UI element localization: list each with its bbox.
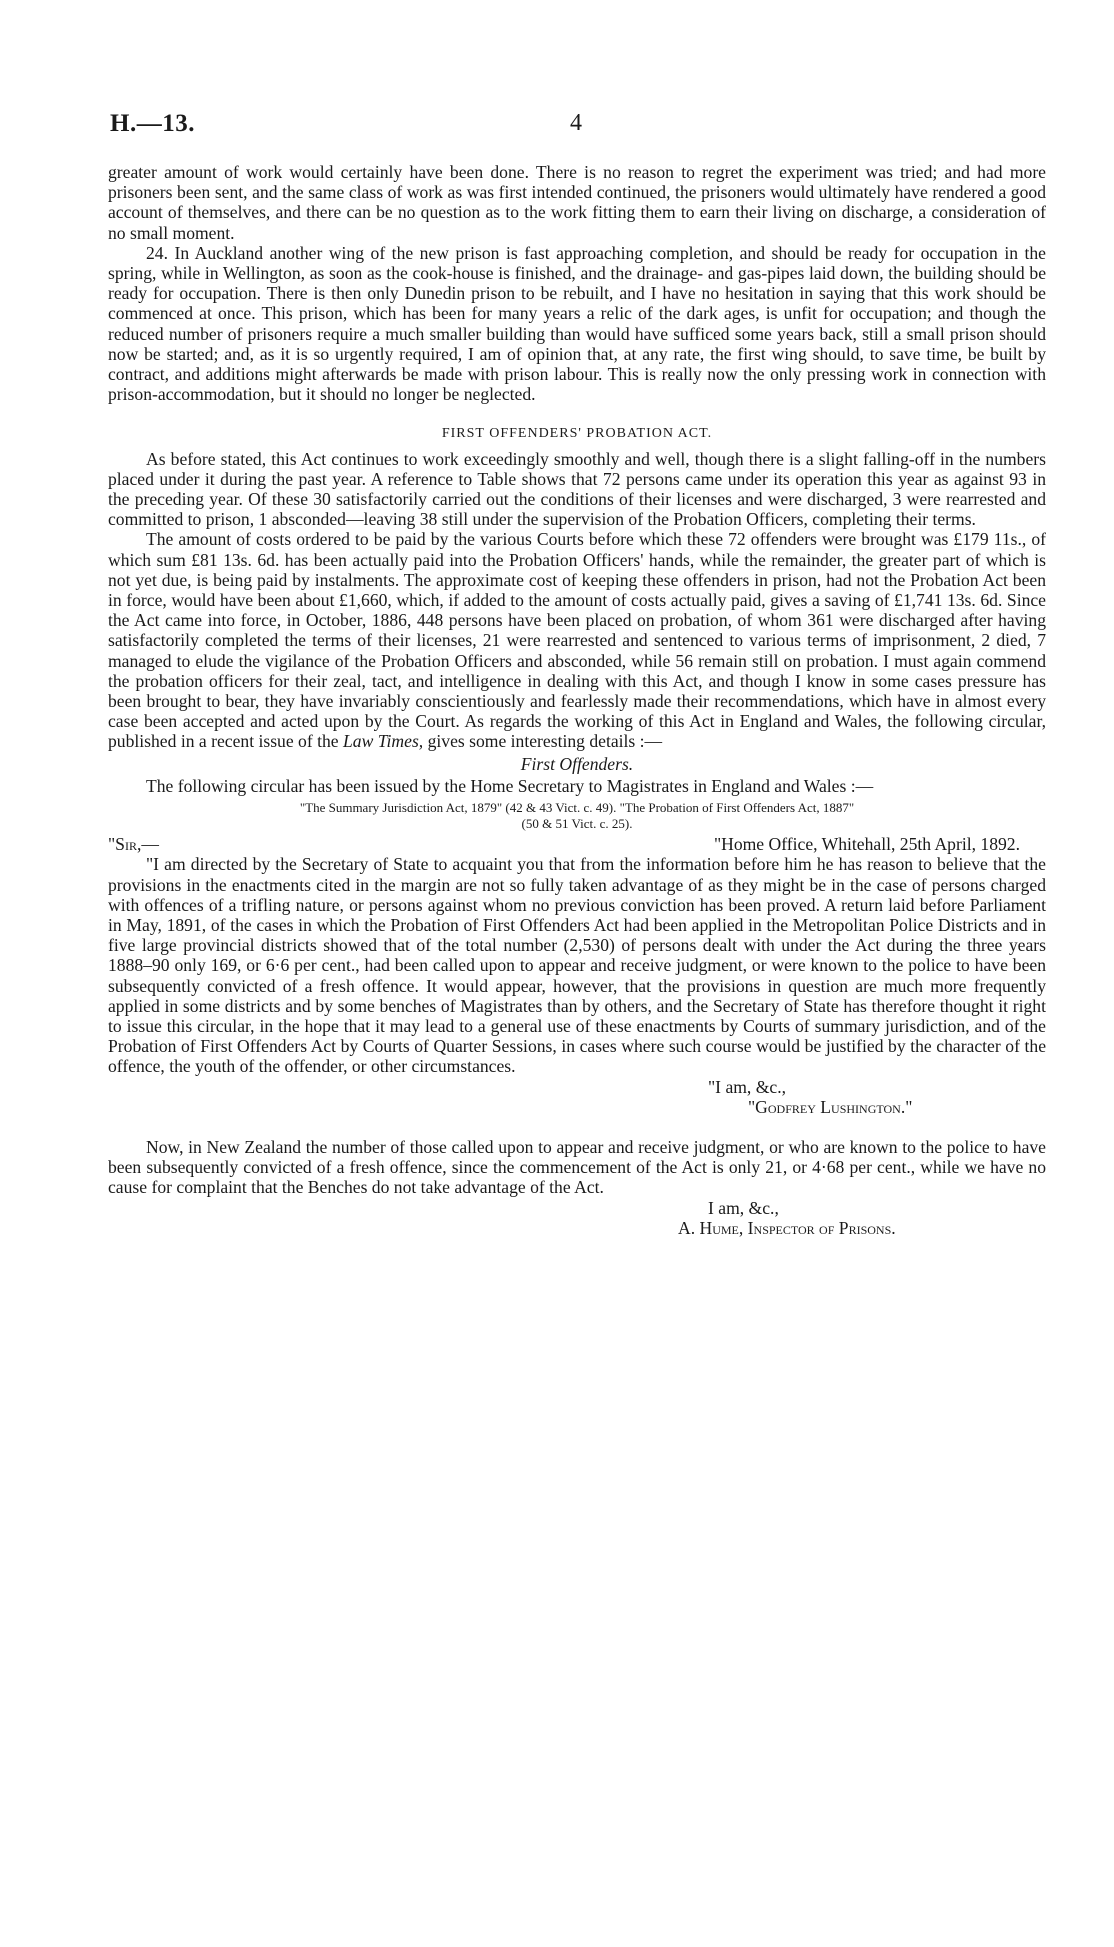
circular-signature: "Godfrey Lushington." xyxy=(748,1096,913,1117)
paragraph-prison-accommodation: 24. In Auckland another wing of the new prison is fast approaching completion, and should be ready for occupation in the spring, while in Wellington, as soon as the cook-house is finished, and the drainage- and gas-pipes laid down, the building should be ready for occupation. There is then only Dunedin prison to be rebuilt, and I have no hesitation in saying that this work should be commenced at once. This prison, which has been for many years a relic of the dark ages, is unfit for occupation; and though the reduced number of prisoners require a much smaller building than would have sufficed some years back, still a small prison should now be started; and, as it is so urgently required, I am of opinion that, at any rate, the first wing should, to save time, be built by contract, and additions might afterwards be made with prison labour. This is really now the only pressing work in connection with prison-accommodation, but it should no longer be neglected. xyxy=(108,242,1046,405)
paragraph-probation-summary: As before stated, this Act continues to work exceedingly smoothly and well, though there is a slight falling-off in the numbers placed under it during the past year. A reference to Table shows that 72 persons came under its operation this year as against 93 in the preceding year. Of these 30 satisfactorily carried out the conditions of their licenses and were discharged, 3 were rearrested and committed to prison, 1 absconded—leaving 38 still under the supervision of the Probation Officers, completing their terms. xyxy=(108,448,1046,530)
paragraph-new-zealand: Now, in New Zealand the number of those called upon to appear and receive judgment, or who are known to the police to have been subsequently convicted of a fresh offence, since the commencement of the Act is only 21, or 4·68 per cent., while we have no cause for complaint that the Benches do not take advantage of the Act. xyxy=(108,1136,1046,1198)
spacer xyxy=(108,1117,1046,1137)
circular-closing: "I am, &c., xyxy=(708,1076,787,1097)
page-header xyxy=(110,110,1045,140)
paragraph-probation-costs-text: The amount of costs ordered to be paid by the various Courts before which these 72 offenders were brought was £179 11s., of which sum £81 13s. 6d. has been actually paid into the Probation Officers' hands, while the remainder, the greater part of which is not yet due, is being paid by instalments. The approximate cost of keeping these offenders in prison, had not the Probation Act been in force, would have been about £1,660, which, if added to the amount of costs actually paid, gives a saving of £1,741 13s. 6d. Since the Act came into force, in October, 1886, 448 persons have been placed on probation, of whom 361 were discharged after having satisfactorily completed the terms of their licenses, 21 were rearrested and sentenced to various terms of imprisonment, 2 died, 7 managed to elude the vigilance of the Probation Officers and absconded, while 56 remain still on probation. I must again commend the probation officers for their zeal, tact, and intelligence in dealing with this Act, and though I know in some cases pressure has been brought to bear, they have invariably conscientiously and fearlessly made their recommendations, which have in almost every case been accepted and acted upon by the Court. As regards the working of this Act in England and Wales, the following circular, published in a recent issue of the xyxy=(108,529,1046,752)
paragraph-circular-body: "I am directed by the Secretary of State to acquaint you that from the information before him he has reason to believe that the provisions in the enactments cited in the margin are not so fully taken advantage of as they might be in the case of persons charged with offences of a trifling nature, or persons against whom no previous conviction has been proved. A return laid before Parliament in May, 1891, of the cases in which the Probation of First Offenders Act had been applied in the Metropolitan Police Districts and in five large provincial districts showed that of the total number (2,530) of persons dealt with under the Act during the three years 1888–90 only 169, or 6·6 per cent., had been called upon to appear and receive judgment, or were known to the police to have been subsequently convicted of a fresh offence. It would appear, however, that the provisions in question are much more frequently applied in some districts and by some benches of Magistrates than by others, and the Secretary of State has therefore thought it right to issue this circular, in the hope that it may lead to a general use of these enactments by Courts of summary jurisdiction, and of the Probation of First Offenders Act by Courts of Quarter Sessions, in cases where such course would be justified by the character of the offence, the youth of the offender, or other circumstances. xyxy=(108,854,1046,1077)
section-heading: FIRST OFFENDERS' PROBATION ACT. xyxy=(441,426,713,442)
letter-address: "Home Office, Whitehall, 25th April, 1892. xyxy=(713,834,1020,855)
margin-reference xyxy=(108,800,1046,832)
paragraph-continuation: greater amount of work would certainly have been done. There is no reason to regret the experiment was tried; and had more prisoners been sent, and the same class of work as was first intended continued, the prisoners would ultimately have rendered a good account of themselves, and there can be no question as to the work fitting them to earn their living on discharge, a consideration of no small moment. xyxy=(108,162,1046,243)
salutation: "Sir,— xyxy=(108,834,159,855)
subheading-first-offenders: First Offenders. xyxy=(520,753,634,774)
paragraph-probation-costs xyxy=(108,529,1046,751)
law-times-title: Law Times, xyxy=(343,731,424,752)
report-signature: A. Hume, Inspector of Prisons. xyxy=(678,1217,896,1238)
letter-header xyxy=(108,834,1046,854)
paragraph-circular-intro: The following circular has been issued by the Home Secretary to Magistrates in England and Wales :— xyxy=(146,775,874,796)
margin-reference-line-2: (50 & 51 Vict. c. 25). xyxy=(521,816,633,832)
document-body xyxy=(108,162,1046,1238)
paragraph-probation-costs-tail: gives some interesting details :— xyxy=(423,731,663,752)
document-reference: H.—13. xyxy=(110,110,195,137)
report-closing: I am, &c., xyxy=(708,1197,779,1218)
margin-reference-line-1: "The Summary Jurisdiction Act, 1879" (42 & 43 Vict. c. 49). "The Probation of First Offenders Act, 1887" xyxy=(299,800,855,816)
page-number: 4 xyxy=(570,110,582,136)
